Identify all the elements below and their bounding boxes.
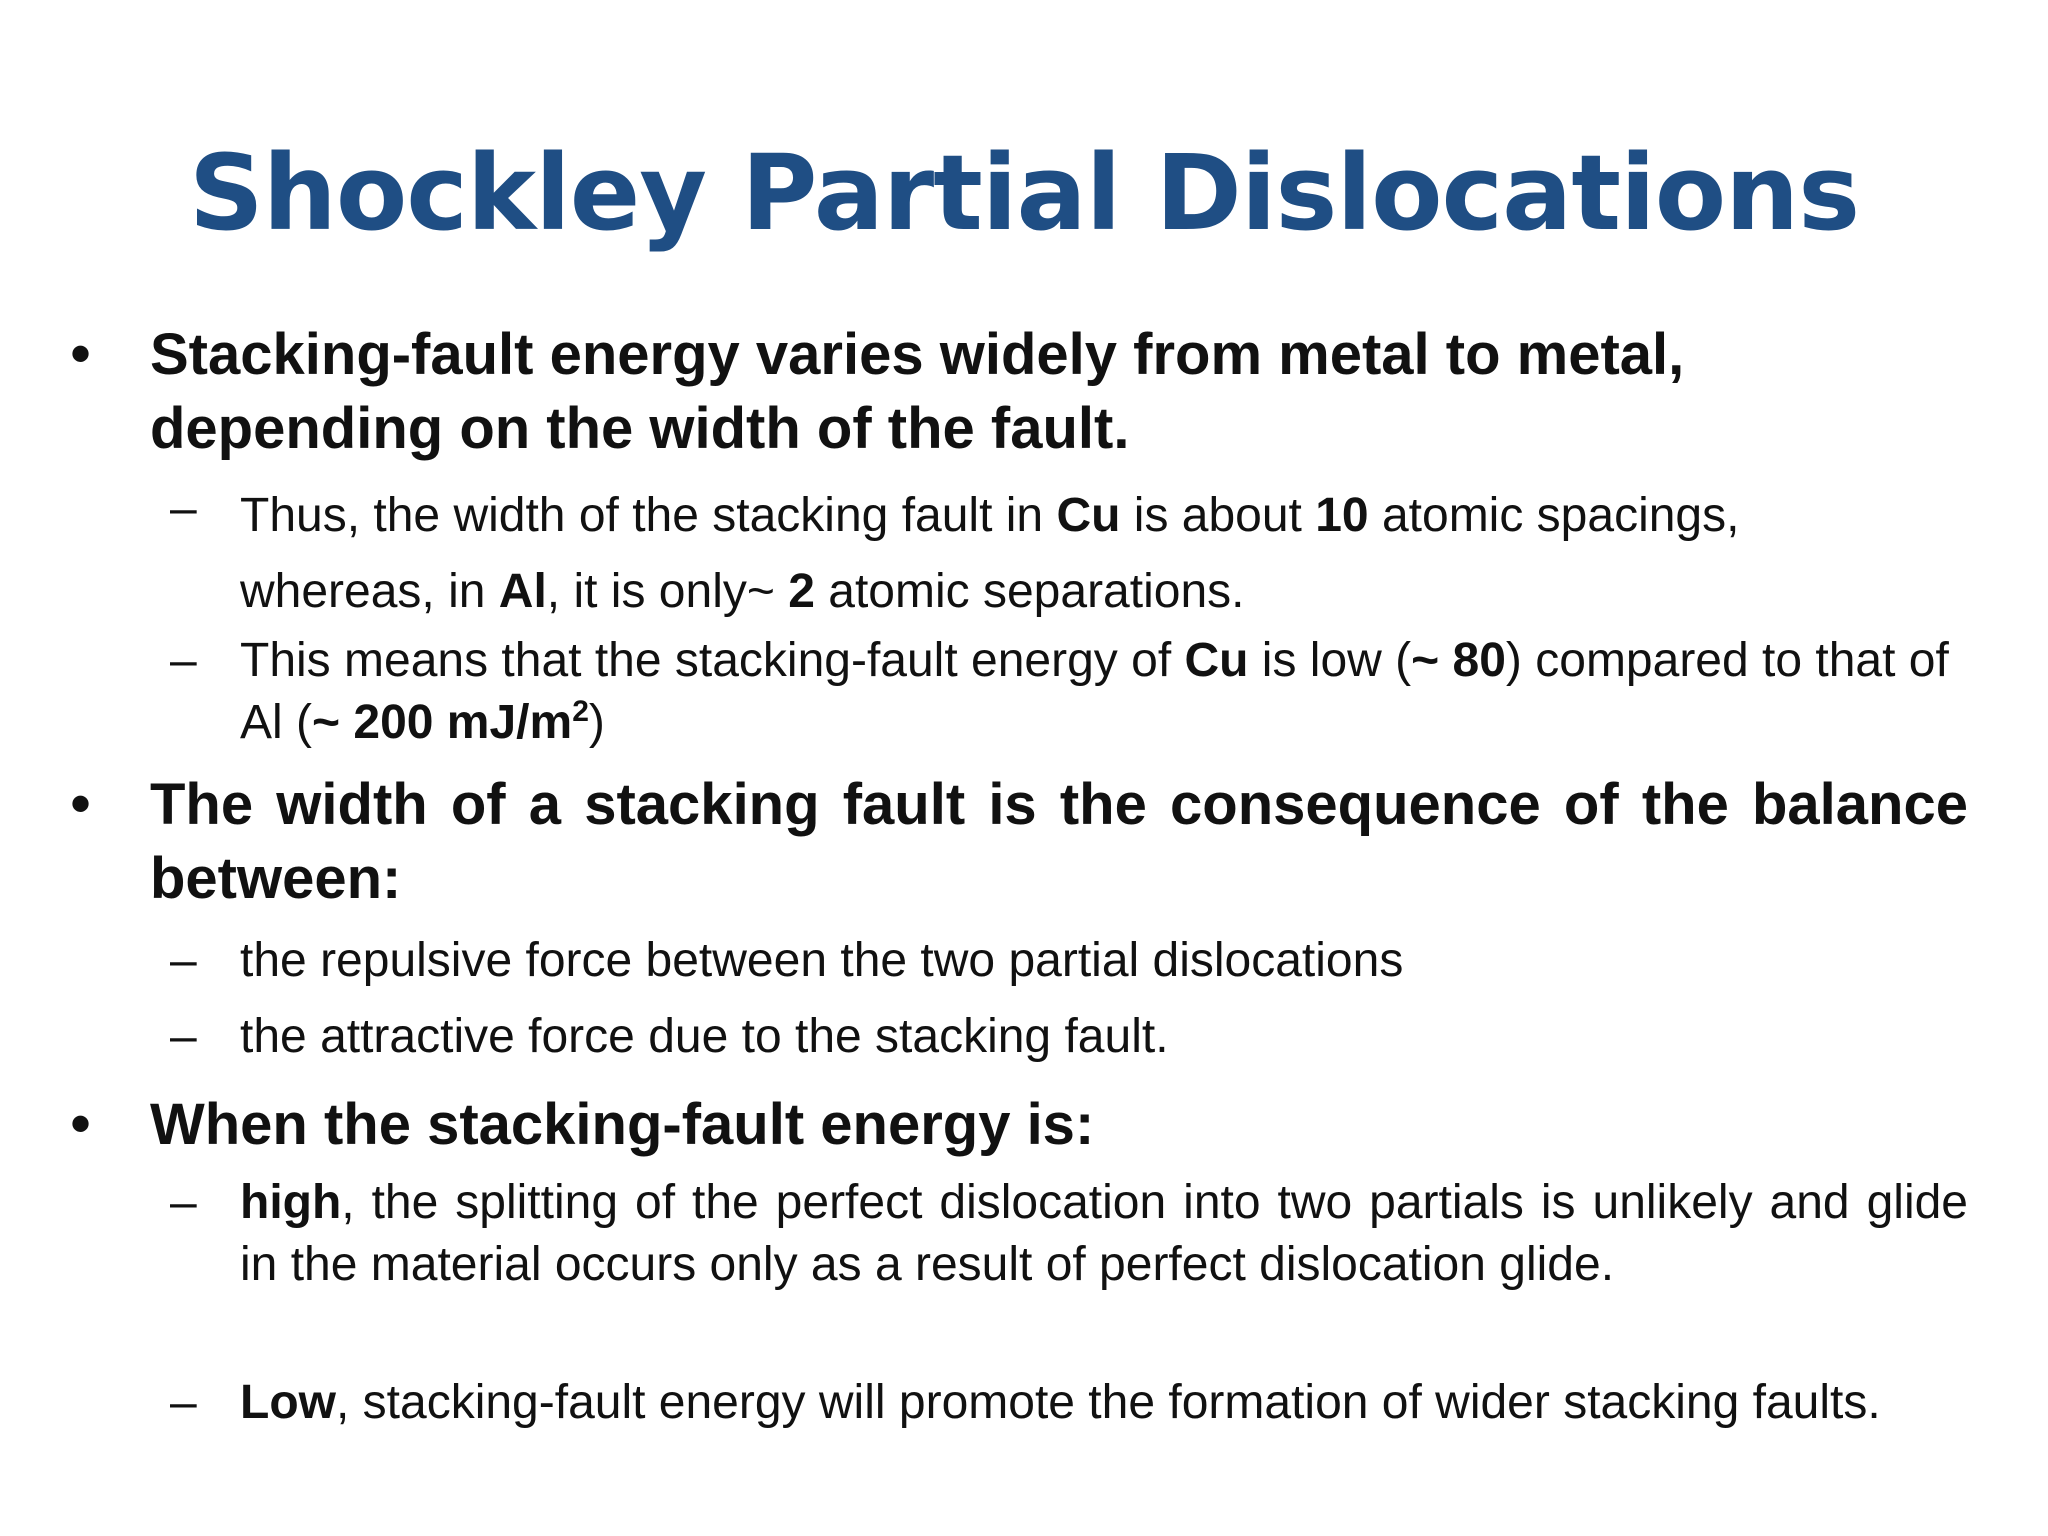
subitem-1-1-part-1: Cu: [1056, 489, 1121, 542]
subitem-3-2-lead: Low: [240, 1376, 336, 1429]
subitem-1-2-part-3: ~ 80: [1411, 634, 1506, 687]
subitem-1-2-part-4: ) compared to that of Al (: [240, 634, 1949, 749]
dash-marker: –: [170, 934, 197, 987]
subitem-1-2: [240, 630, 1968, 754]
subitem-1-1-part-2: is about: [1120, 489, 1316, 542]
subitem-1-1-part-4: atomic spacings,: [1368, 489, 1740, 542]
dash-marker: –: [170, 1376, 197, 1429]
subitem-1-1-line2-part-4: atomic separations.: [814, 565, 1245, 618]
subitem-1-2-part-1: Cu: [1184, 634, 1249, 687]
subitem-1-1-line2-part-2: , it is only~: [546, 565, 789, 618]
dash-marker: –: [170, 1010, 197, 1063]
dash-marker: –: [170, 634, 197, 687]
subitem-1-2-part-0: This means that the stacking-fault energy of: [240, 634, 1185, 687]
subitem-1-2-part-7: ): [588, 696, 605, 749]
subitem-1-1-line2-part-0: whereas, in: [240, 565, 499, 618]
bullet-3-text: When the stacking-fault energy is:: [150, 1092, 1095, 1157]
subitem-3-2-rest: , stacking-fault energy will promote the formation of wider stacking faults.: [335, 1376, 1881, 1429]
dash-marker: –: [170, 1176, 197, 1229]
subitem-1-1: [240, 478, 1968, 630]
subitem-2-1: the repulsive force between the two partial dislocations: [240, 934, 1404, 987]
subitem-3-1: [240, 1172, 1968, 1296]
subitem-1-2-part-2: is low (: [1248, 634, 1412, 687]
bullet-marker: •: [70, 320, 92, 387]
subitem-1-1-line2-part-3: 2: [788, 565, 815, 618]
subitem-3-1-rest: , the splitting of the perfect dislocation into two partials is unlikely and glide in the material occurs only as a result of perfect dislocation glide.: [240, 1176, 1968, 1291]
subitem-3-1-lead: high: [240, 1176, 342, 1229]
bullet-1-text: Stacking-fault energy varies widely from metal to metal, depending on the width of the fault.: [150, 322, 1685, 461]
bullet-2-text: The width of a stacking fault is the consequence of the balance between:: [150, 772, 1968, 911]
subitem-1-1-part-0: Thus, the width of the stacking fault in: [240, 489, 1057, 542]
subitem-2-2: the attractive force due to the stacking fault.: [240, 1010, 1169, 1063]
bullet-marker: •: [70, 1090, 92, 1157]
slide-title: Shockley Partial Dislocations: [188, 132, 1860, 254]
subitem-3-2: [240, 1372, 1968, 1434]
subitem-1-1-part-3: 10: [1315, 489, 1369, 542]
subitem-1-2-part-5: ~ 200 mJ/m: [312, 696, 573, 749]
bullet-marker: •: [70, 770, 92, 837]
subitem-1-1-line2-part-1: Al: [498, 565, 547, 618]
dash-marker: –: [170, 482, 197, 535]
superscript-2: 2: [572, 695, 589, 728]
